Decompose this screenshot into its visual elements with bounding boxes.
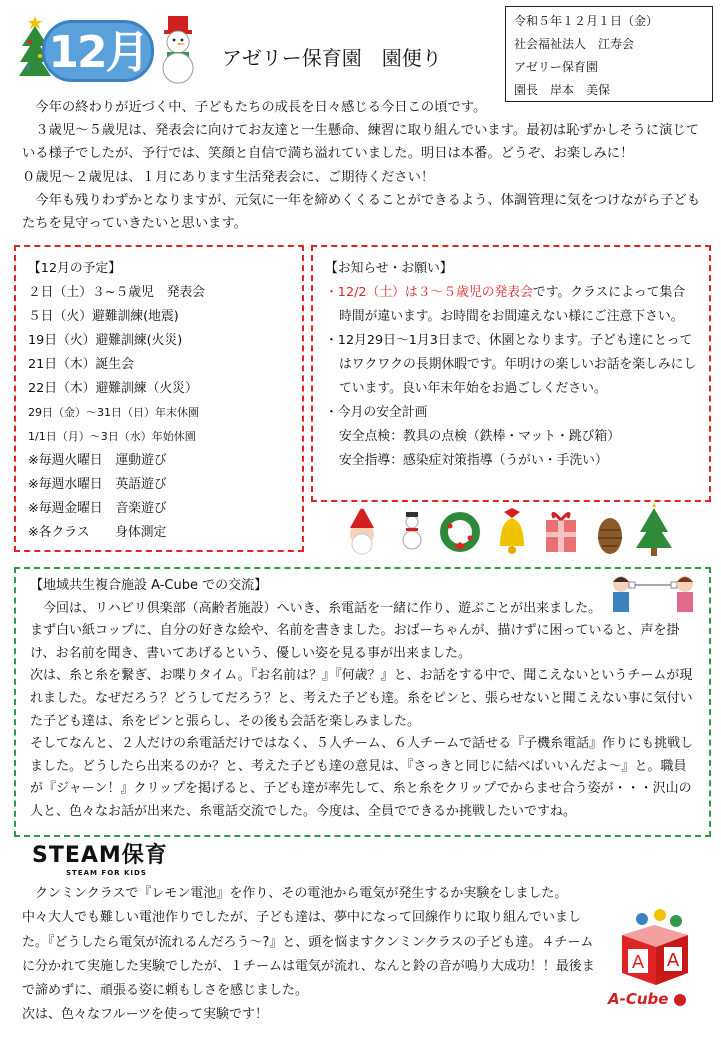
school-name: アゼリー保育園 — [514, 60, 598, 74]
month-badge: 12月 — [42, 20, 154, 82]
christmas-decoration-row — [340, 500, 680, 560]
schedule-item: 21日（木）誕生会 — [28, 357, 134, 372]
string-telephone-kids-icon — [605, 572, 703, 614]
schedule-box — [14, 245, 304, 552]
intro-paragraph: 今年も残りわずかとなりますが、元気に一年を締めくくることができるよう、体調管理に気をつけながら子どもたちを見守っていきたいと思います。 — [22, 192, 701, 232]
safety-guidance: 安全指導：感染症対策指導（うがい・手洗い） — [339, 453, 608, 468]
acube-paragraph: 次は、糸と糸を繋ぎ、お喋りタイム。『お名前は？』『何歳？』と、お話をする中で、聞こえないというチームが現れました。なぜだろう？どうしてだろう？と、考えた子ども達。糸をピンと、張らせないと聞こえない事に気付いた子ども達は、糸をピンと張らし、その後も会話を楽しみました。 — [30, 668, 693, 729]
intro-section — [22, 96, 712, 235]
safety-inspection: 安全点検：教具の点検（鉄棒・マット・跳び箱） — [339, 429, 621, 444]
wreath-icon — [444, 516, 476, 550]
notice-heading: 【お知らせ・お願い】 — [325, 261, 453, 276]
snowman-icon — [156, 14, 200, 84]
intro-paragraph: ３歳児～５歳児は、発表会に向けてお友達と一生懸命、練習に取り組んでいます。最初は恥ずかしそうに演じている様子でしたが、予行では、笑顔と自信で満ち溢れていました。明日は本番。どうぞ、お楽しみに！ — [22, 123, 700, 162]
notice-item-recital: ・12/2（土）は３～５歳児の発表会です。クラスによって集合時間が違います。お時間をお間違えない様にご注意下さい。 — [325, 285, 686, 324]
corporation-name: 社会福祉法人 江寿会 — [514, 37, 635, 51]
issue-date: 令和５年１２月１日（金） — [514, 14, 659, 28]
steam-section — [22, 882, 602, 1028]
bell-icon — [500, 508, 524, 554]
schedule-item: 22日（木）避難訓練（火災） — [28, 381, 198, 396]
steam-paragraph: 次は、色々なフルーツを使って実験です！ — [22, 1007, 268, 1023]
notice-item-holiday: ・12月29日～1月3日まで、休園となります。子ども達にとってはワクワクの長期休暇です。年明けの楽しいお話を楽しみにしています。良い年末年始をお過ごしください。 — [325, 333, 697, 396]
intro-paragraph: 今年の終わりが近づく中、子どもたちの成長を日々感じる今日この頃です。 — [22, 100, 487, 115]
gift-box-icon — [546, 513, 576, 552]
steam-paragraph: 中々大人でも難しい電池作りでしたが、子ども達は、夢中になって回線作りに取り組んでいました。『どうしたら電気が流れるんだろう～?』と、頭を悩ますクンミンクラスの子ども達。４チームに分かれて実施した実験でしたが、１チームは電気が流れ、なんと鈴の音が鳴り大成功！！最後まで諦めずに、頑張る姿に頼もしさを感じました。 — [22, 910, 595, 999]
schedule-item: ※毎週金曜日 音楽遊び — [28, 501, 167, 516]
schedule-item: 1/1日（月）～3日（水）年始休園 — [28, 430, 196, 443]
notice-recital-text: です。クラスによって集合時間が違います。お時間をお間違えない様にご注意下さい。 — [339, 285, 686, 324]
steam-paragraph: クンミンクラスで『レモン電池』を作り、その電池から電気が発生するか実験をしました。 — [22, 886, 568, 901]
svg-text:A: A — [631, 952, 645, 973]
acube-cube-icon — [612, 905, 698, 989]
issuer-info-box — [505, 6, 713, 102]
small-tree-icon — [636, 502, 672, 556]
schedule-item: 19日（火）避難訓練(火災) — [28, 333, 183, 348]
snowman-small-icon — [403, 512, 421, 549]
intro-paragraph: ０歳児～２歳児は、１月にあります生活発表会に、ご期待ください！ — [22, 169, 435, 185]
steam-logo-title: STEAM保育 — [32, 843, 168, 868]
principal-name: 園長 岸本 美保 — [514, 83, 611, 97]
steam-logo-subtitle: STEAM FOR KIDS — [66, 869, 147, 877]
schedule-item: ※毎週火曜日 運動遊び — [28, 453, 167, 468]
steam-logo — [32, 838, 168, 877]
newsletter-title: アゼリー保育園 園便り — [222, 46, 442, 70]
acube-paragraph: そしてなんと、２人だけの糸電話だけではなく、５人チーム、６人チームで話せる『子機糸電話』作りにも挑戦しました。どうしたら出来るのか？と、考えた子ども達の意見は、『さっきと同じに結べばいいんだよ～』と。職員が『ジャーン！』クリップを掲げると、子ども達が率先して、糸と糸をクリップでからませ合う姿が・・・沢山の人と、色々なお話が出来た、糸電話交流でした。今度は、全員でできるか挑戦したいですね。 — [30, 736, 694, 819]
notice-box — [311, 245, 711, 502]
schedule-item: 29日（金）～31日（日）年末休園 — [28, 406, 199, 419]
acube-logo — [608, 990, 686, 1008]
santa-icon — [350, 503, 374, 554]
pinecone-icon — [598, 518, 622, 554]
schedule-item: ※毎週水曜日 英語遊び — [28, 477, 167, 492]
schedule-heading: 【12月の予定】 — [28, 261, 122, 276]
acube-logo-text: A-Cube — [608, 990, 669, 1008]
schedule-item: ５日（火）避難訓練(地震) — [28, 309, 179, 324]
svg-text:A: A — [666, 950, 680, 971]
acube-logo-dot-icon — [674, 994, 686, 1006]
schedule-item: ２日（土）３~５歳児 発表会 — [28, 285, 206, 300]
acube-paragraph: まず白い紙コップに、自分の好きな絵や、名前を書きました。おばーちゃんが、描けずに困っていると、声を掛け、お名前を聞き、書いてあげるという、優しい姿を見る事が出来ました。 — [30, 623, 680, 661]
notice-item-safety: ・今月の安全計画 — [325, 405, 428, 420]
schedule-item: ※各クラス 身体測定 — [28, 525, 167, 540]
notice-recital-highlight: 12/2（土）は３～５歳児の発表会 — [337, 285, 533, 300]
acube-paragraph: 今回は、リハビリ倶楽部（高齢者施設）へいき、糸電話を一緒に作り、遊ぶことが出来ました。 — [30, 600, 602, 616]
acube-heading: 【地域共生複合施設 A-Cube での交流】 — [30, 578, 268, 593]
